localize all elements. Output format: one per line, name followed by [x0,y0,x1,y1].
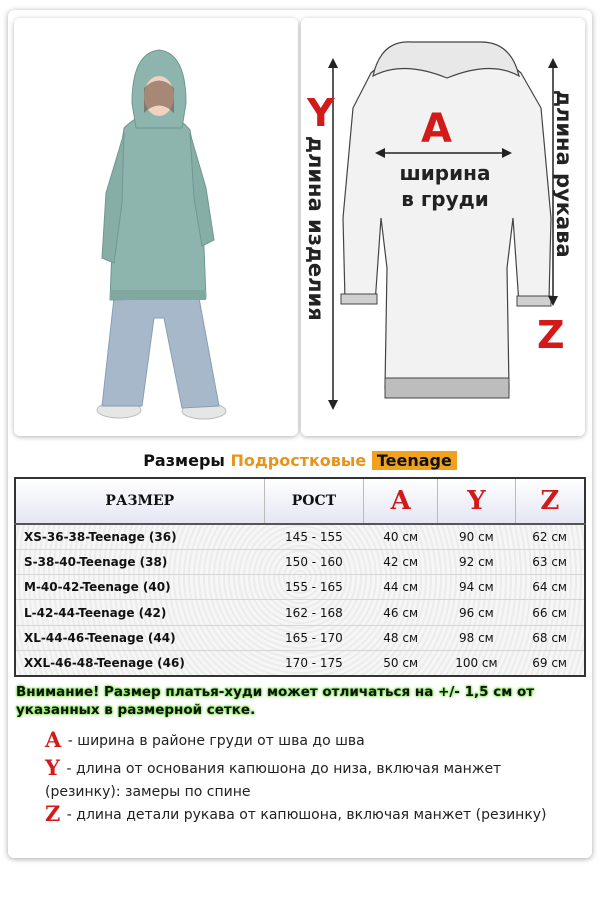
title-teenage-badge: Teenage [372,451,457,470]
cell-height: 145 - 155 [264,524,364,549]
size-table [14,477,586,677]
table-row [15,651,585,676]
legend-item-a [45,728,565,753]
cell-a: 50 см [364,651,438,676]
legend-letter-a: A [45,727,62,752]
table-row [15,575,585,600]
legend-text-a: - ширина в районе груди от шва до шва [67,733,365,749]
header-y: Y [438,478,516,524]
header-height: РОСТ [264,478,364,524]
cell-height: 165 - 170 [264,625,364,650]
cell-z: 64 см [515,575,585,600]
table-row [15,524,585,549]
cell-a: 42 см [364,549,438,574]
title-sizes: Размеры [143,451,225,470]
cell-y: 98 см [438,625,516,650]
legend-item-y [45,756,565,804]
cell-size: S-38-40-Teenage (38) [15,549,264,574]
cell-y: 92 см [438,549,516,574]
cell-y: 90 см [438,524,516,549]
table-row [15,625,585,650]
cell-size: M-40-42-Teenage (40) [15,575,264,600]
cell-y: 94 см [438,575,516,600]
cell-z: 68 см [515,625,585,650]
table-header-row [15,478,585,524]
header-a: A [364,478,438,524]
diagram-label-a-line1: ширина [399,161,491,185]
cell-y: 96 см [438,600,516,625]
diagram-label-a-line2: в груди [401,187,489,211]
header-z: Z [515,478,585,524]
cell-a: 44 см [364,575,438,600]
legend-item-z [45,802,565,827]
cell-size: L-42-44-Teenage (42) [15,600,264,625]
header-size: РАЗМЕР [15,478,264,524]
diagram-label-y: длина изделия [304,136,328,321]
title-teen: Подростковые [230,451,367,470]
cell-height: 162 - 168 [264,600,364,625]
cell-height: 155 - 165 [264,575,364,600]
legend-letter-z: Z [45,801,61,826]
cell-a: 46 см [364,600,438,625]
diagram-letter-a: A [421,106,452,152]
diagram-letter-y: Y [307,91,335,135]
cell-a: 48 см [364,625,438,650]
table-row [15,600,585,625]
cell-z: 66 см [515,600,585,625]
cell-z: 63 см [515,549,585,574]
legend-text-y: - длина от основания капюшона до низа, включая манжет (резинку): замеры по спине [45,761,502,800]
product-photo [14,18,298,436]
warning-note: Внимание! Размер платья-худи может отличаться на +/- 1,5 см от указанных в размерной сетке. [16,684,535,718]
cell-a: 40 см [364,524,438,549]
legend-letter-y: Y [45,755,60,780]
cell-z: 62 см [515,524,585,549]
measurement-diagram [301,18,585,436]
cell-z: 69 см [515,651,585,676]
legend-text-z: - длина детали рукава от капюшона, включая манжет (резинку) [66,807,547,823]
table-row [15,549,585,574]
cell-size: XS-36-38-Teenage (36) [15,524,264,549]
cell-y: 100 см [438,651,516,676]
cell-size: XL-44-46-Teenage (44) [15,625,264,650]
cell-height: 170 - 175 [264,651,364,676]
diagram-letter-z: Z [537,313,565,357]
cell-height: 150 - 160 [264,549,364,574]
size-chart-title [0,451,600,470]
diagram-label-z: длина рукава [552,90,576,258]
cell-size: XXL-46-48-Teenage (46) [15,651,264,676]
